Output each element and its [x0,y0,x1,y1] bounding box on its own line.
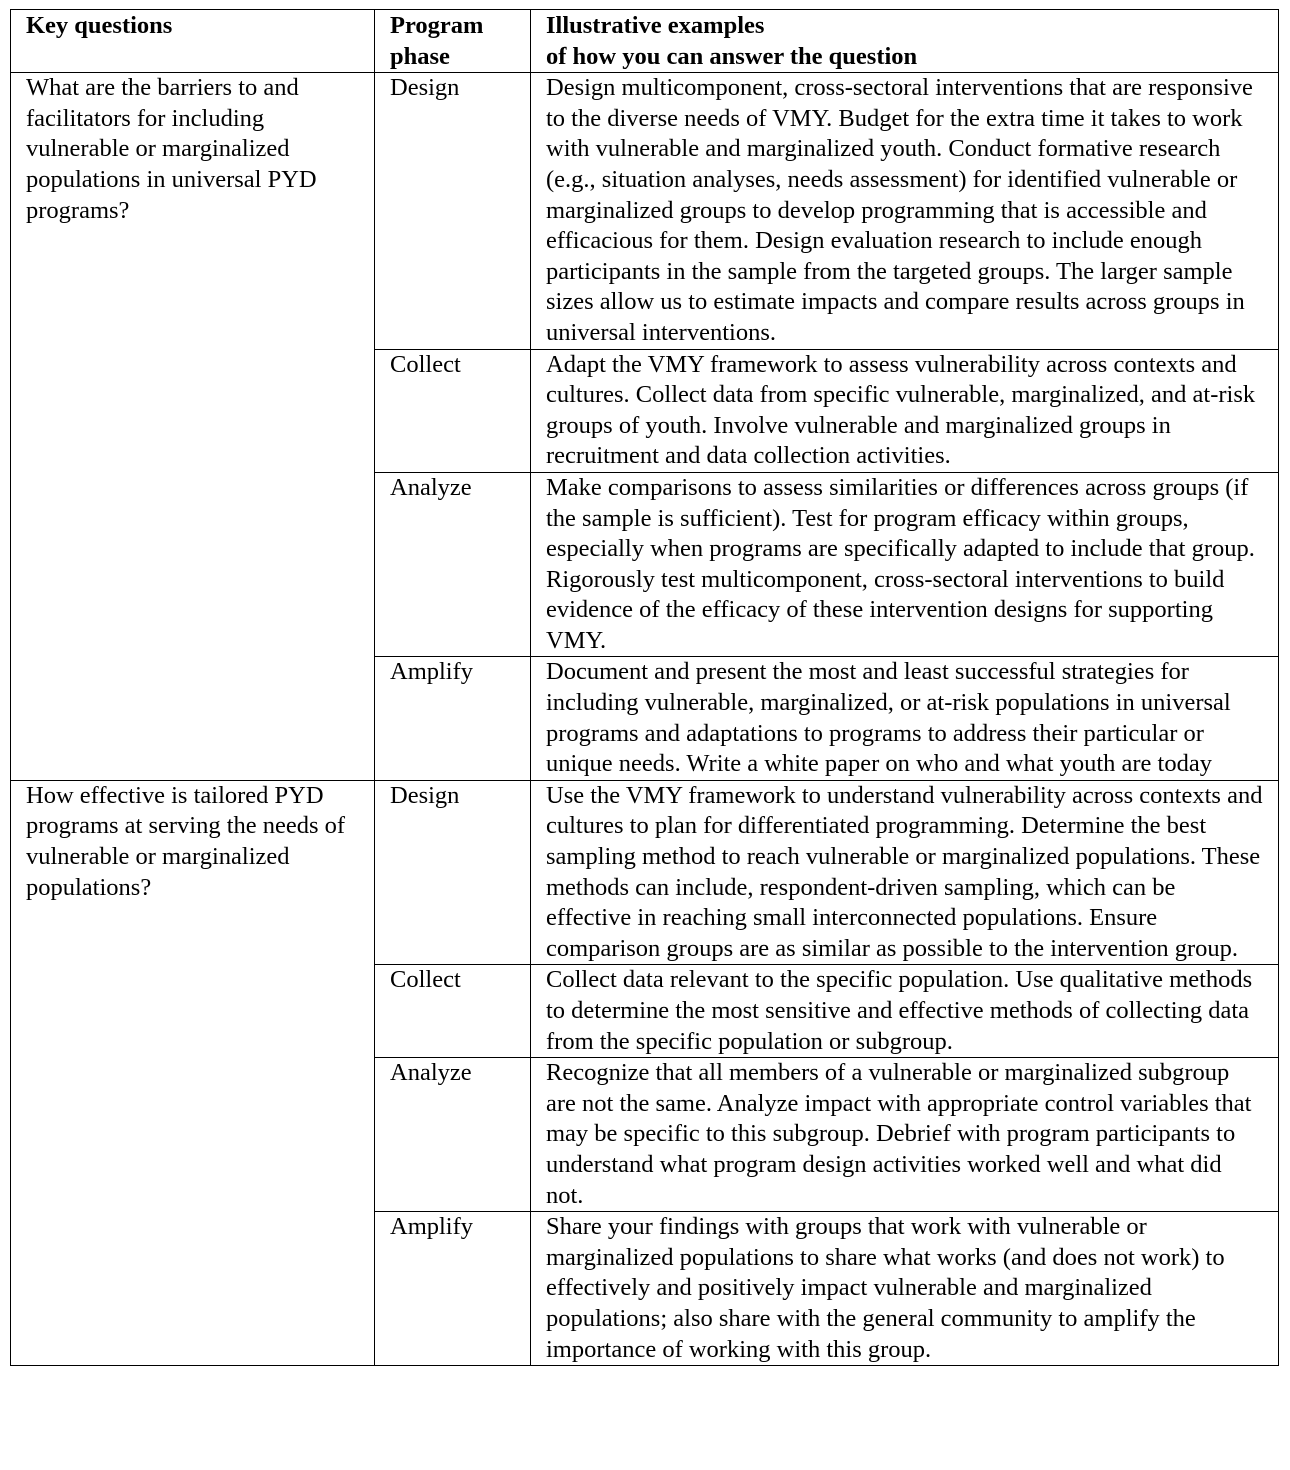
table-row [11,73,1279,349]
key-question-cell: What are the barriers to and facilitators for including vulnerable or marginalized populations in universal PYD programs? [11,73,375,781]
header-illustrative-examples [531,10,1279,73]
header-key-questions: Key questions [11,10,375,73]
header-illustrative-line1: Illustrative examples [546,12,765,39]
phase-cell: Analyze [375,1058,531,1212]
phase-cell: Collect [375,965,531,1058]
header-program-phase: Program phase [375,10,531,73]
phase-cell: Analyze [375,472,531,657]
example-cell: Adapt the VMY framework to assess vulnerability across contexts and cultures. Collect data from specific vulnerable, marginalized, and at-risk groups of youth. Involve vulnerable and marginalized groups in recruitment and data collection activities. [531,349,1279,472]
phase-cell: Amplify [375,1212,531,1366]
example-cell: Design multicomponent, cross-sectoral interventions that are responsive to the diverse needs of VMY. Budget for the extra time it takes to work with vulnerable and marginalized youth. Conduct formative research (e.g., situation analyses, needs assessment) for identified vulnerable or marginalized groups to develop programming that is accessible and efficacious for them. Design evaluation research to include enough participants in the sample from the targeted groups. The larger sample sizes allow us to estimate impacts and compare results across groups in universal interventions. [531,73,1279,349]
phase-cell: Design [375,73,531,349]
header-row [11,10,1279,73]
example-cell: Collect data relevant to the specific population. Use qualitative methods to determine the most sensitive and effective methods of collecting data from the specific population or subgroup. [531,965,1279,1058]
table-row [11,780,1279,965]
example-cell: Make comparisons to assess similarities or differences across groups (if the sample is sufficient). Test for program efficacy within groups, especially when programs are specifically adapted to include that group. Rigorously test multicomponent, cross-sectoral interventions to build evidence of the efficacy of these intervention designs for supporting VMY. [531,472,1279,657]
phase-cell: Design [375,780,531,965]
header-illustrative-line2: of how you can answer the question [546,42,918,70]
document-table [10,9,1279,1366]
key-question-cell: How effective is tailored PYD programs at serving the needs of vulnerable or marginalized populations? [11,780,375,1365]
phase-cell: Amplify [375,657,531,780]
example-cell: Share your findings with groups that work with vulnerable or marginalized populations to share what works (and does not work) to effectively and positively impact vulnerable and marginalized populations; also share with the general community to amplify the importance of working with this group. [531,1212,1279,1366]
example-cell: Document and present the most and least successful strategies for including vulnerable, marginalized, or at-risk populations in universal programs and adaptations to programs to address their particular or unique needs. Write a white paper on who and what youth are today [531,657,1279,780]
example-cell: Use the VMY framework to understand vulnerability across contexts and cultures to plan for differentiated programming. Determine the best sampling method to reach vulnerable or marginalized populations. These methods can include, respondent-driven sampling, which can be effective in reaching small interconnected populations. Ensure comparison groups are as similar as possible to the intervention group. [531,780,1279,965]
phase-cell: Collect [375,349,531,472]
example-cell: Recognize that all members of a vulnerable or marginalized subgroup are not the same. Analyze impact with appropriate control variables that may be specific to this subgroup. Debrief with program participants to understand what program design activities worked well and what did not. [531,1058,1279,1212]
